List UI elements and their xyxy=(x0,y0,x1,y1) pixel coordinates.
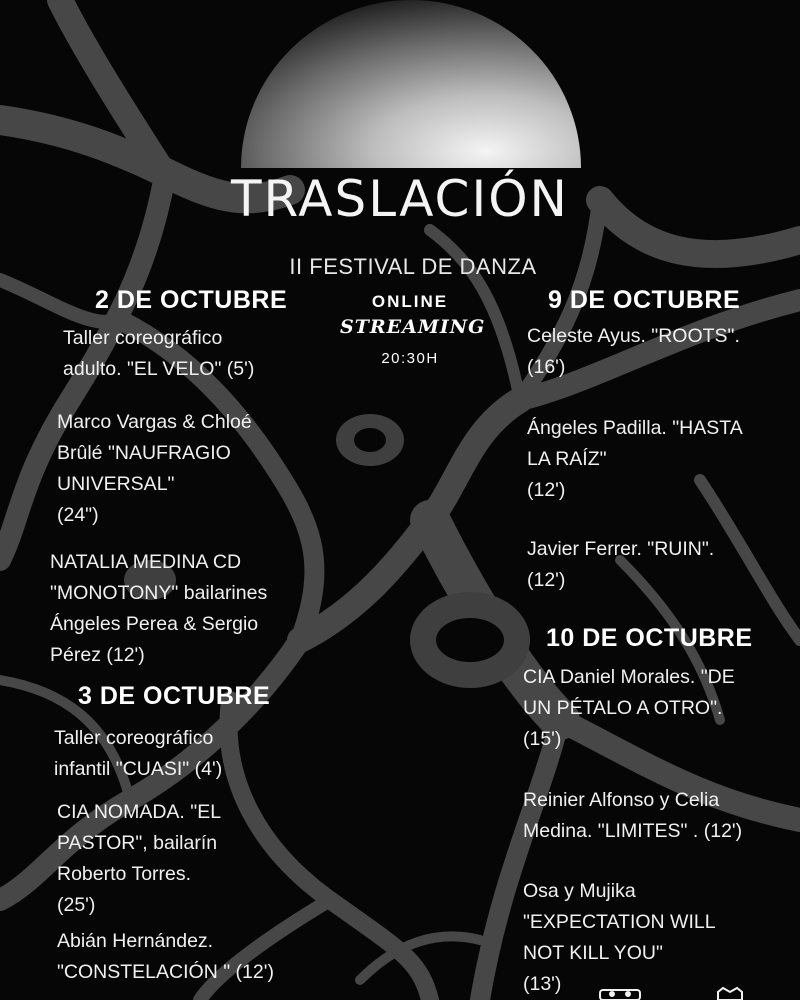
program-item: Taller coreográfico adulto. "EL VELO" (5') xyxy=(63,327,255,380)
sponsor-logo-icon xyxy=(598,984,642,1000)
program-item: Marco Vargas & Chloé Brûlé "NAUFRAGIO UNIVERSAL" (24") xyxy=(57,411,252,526)
festival-title: TRASLACIÓN xyxy=(231,170,569,228)
program-item: NATALIA MEDINA CD "MONOTONY" bailarines Ángeles Perea & Sergio Pérez (12') xyxy=(50,551,268,666)
program-item: Taller coreográfico infantil "CUASI" (4') xyxy=(54,727,223,780)
program-item: Osa y Mujika "EXPECTATION WILL NOT KILL YOU" (13') xyxy=(523,880,716,995)
day-heading-2-octubre: 2 DE OCTUBRE xyxy=(95,286,288,314)
program-item: Abián Hernández. "CONSTELACIÓN " (12') xyxy=(57,930,274,983)
streaming-info xyxy=(340,292,486,367)
streaming-label: STREAMING xyxy=(340,316,486,338)
crest-logo-icon xyxy=(716,986,744,1000)
day-heading-3-octubre: 3 DE OCTUBRE xyxy=(78,682,271,710)
program-item: Celeste Ayus. "ROOTS". (16') xyxy=(527,325,740,378)
online-label: ONLINE xyxy=(371,292,449,311)
half-disc xyxy=(241,0,581,168)
program-item: Javier Ferrer. "RUIN". (12') xyxy=(527,538,715,591)
program-item: CIA Daniel Morales. "DE UN PÉTALO A OTRO". (15') xyxy=(523,666,735,750)
program-item: Reinier Alfonso y Celia Medina. "LIMITES" . (12') xyxy=(523,789,743,842)
stream-time: 20:30H xyxy=(381,350,439,367)
program-item: CIA NOMADA. "EL PASTOR", bailarín Roberto Torres. (25') xyxy=(57,801,222,916)
festival-subtitle: II FESTIVAL DE DANZA xyxy=(289,254,537,279)
day-heading-10-octubre: 10 DE OCTUBRE xyxy=(546,624,753,652)
day-heading-9-octubre: 9 DE OCTUBRE xyxy=(548,286,741,314)
program-item: Ángeles Padilla. "HASTA LA RAÍZ" (12') xyxy=(527,417,743,501)
